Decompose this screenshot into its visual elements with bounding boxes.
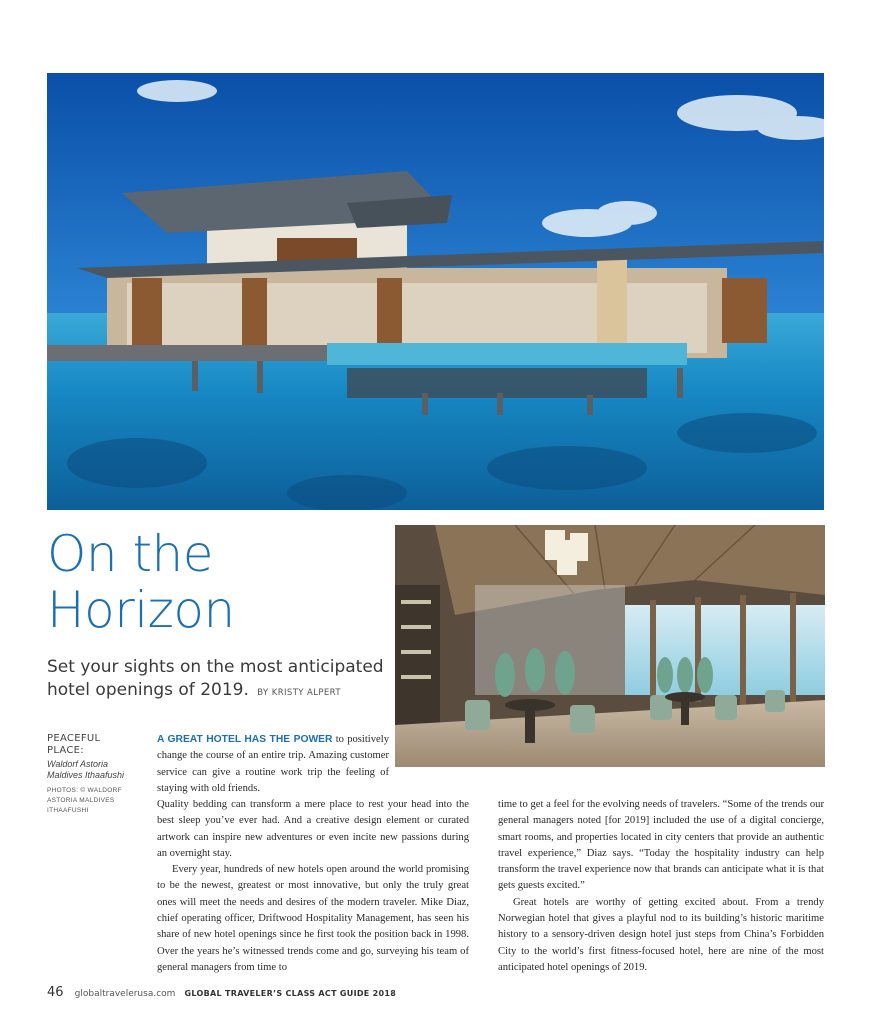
article-title-line2: Horizon [47, 581, 235, 639]
photo-credit-line1: PHOTOS: © WALDORF [47, 787, 122, 794]
body-paragraph-2: Every year, hundreds of new hotels open around the world promising to be the newest, greatest or most innovative, but only the truly great ones will meet the needs and desires of the modern traveler. Mike Diaz, chief operating officer, Driftwood Hospitality Management, has seen his share of new hotel openings since he first took the position back in 1998. Over the years he’s witnessed trends come and go, surveying his team of general managers from time to [157, 864, 469, 973]
footer-website: globaltravelerusa.com [74, 989, 176, 999]
page-footer [47, 981, 396, 1000]
caption-text [47, 759, 147, 781]
paragraph-2-continued: time to get a feel for the evolving needs of travelers. “Some of the trends our general managers noted [for 2019] included the use of a digital concierge, smart rooms, and properties located in city centers that provide an authentic travel experience,” Diaz says. “Today the hospitality industry can help transform the travel experience now that brands can anticipate what it is that gets guests excited.” [498, 799, 824, 892]
body-column-1-top [157, 732, 389, 797]
photo-caption [47, 733, 147, 816]
body-paragraph-1 [157, 732, 389, 797]
caption-title [47, 733, 147, 757]
footer-publication: GLOBAL TRAVELER’S CLASS ACT GUIDE 2018 [184, 989, 397, 998]
hero-photo-overwater-villa [47, 73, 824, 510]
body-paragraph-3: Great hotels are worthy of getting excited about. From a trendy Norwegian hotel that gives a playful nod to its building’s historic maritime history to a sensory-driven design hotel just steps from China’s Forbidden City to the world’s first fitness-focused hotel, here are nine of the most anticipated hotel openings of 2019. [498, 896, 824, 973]
article-subtitle-text: Set your sights on the most anticipated hotel openings of 2019. [47, 657, 384, 700]
body-column-1 [157, 797, 469, 976]
caption-title-line2: PLACE: [47, 745, 84, 756]
caption-text-line1: Waldorf Astoria [47, 759, 109, 769]
caption-text-line2: Maldives Ithaafushi [47, 770, 125, 780]
lead-in: A GREAT HOTEL HAS THE POWER [157, 734, 333, 745]
photo-credit-line3: ITHAAFUSHI [47, 807, 89, 814]
article-title [47, 526, 235, 638]
restaurant-interior-photo [395, 525, 825, 767]
article-subtitle [47, 656, 387, 705]
caption-title-line1: PEACEFUL [47, 733, 101, 744]
photo-credit [47, 786, 147, 816]
page-number: 46 [47, 985, 64, 1000]
paragraph-1-start: to positively change the course of an entire trip. Amazing customer service can give a routine work trip the feeling of staying with old friends. [157, 734, 389, 794]
paragraph-1-rest: Quality bedding can transform a mere place to rest your head into the best sleep you’ve ever had. And a creative design element or curated artwork can inspire new adventures or even incite new passions during an overnight stay. [157, 799, 469, 859]
body-column-2 [498, 797, 824, 976]
article-byline: BY KRISTY ALPERT [257, 688, 341, 698]
article-title-line1: On the [47, 525, 213, 583]
photo-credit-line2: ASTORIA MALDIVES [47, 797, 115, 804]
